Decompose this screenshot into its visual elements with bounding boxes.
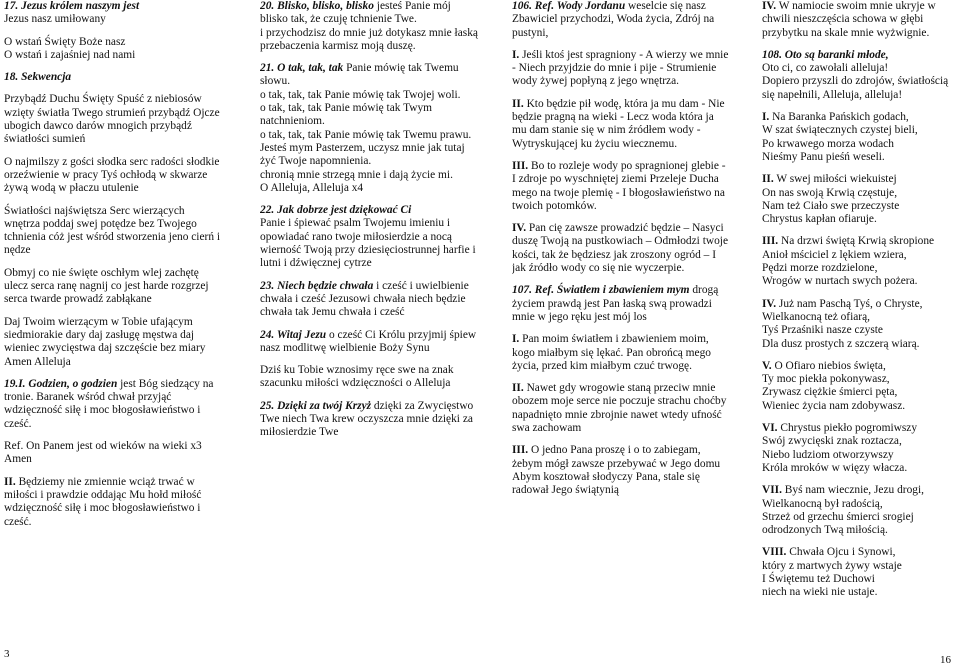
col3-paragraph: III. Bo to rozleje wody po spragnionej glebie - I zdroje po wyschniętej ziemi Przeleje Ducha mego na twoje plemię - I błogosławieństwo na twoich potomków.	[512, 159, 726, 212]
col4-paragraph: V. O Ofiaro niebios święta, Ty moc piekła pokonywasz, Zrywasz ciężkie śmierci pęta, Wieniec życia nam zdobywasz.	[762, 359, 906, 412]
col3-paragraph: I. Jeśli ktoś jest spragniony - A wierzy we mnie - Niech przyjdzie do mnie i pije - Strumienie wody żywej popłyną z jego wnętrza.	[512, 48, 729, 88]
col3-paragraph: 107. Ref. Światłem i zbawieniem mym drogą życiem prawdą jest Pan łaską swą prowadzi mnie w jego ręku jest mój los	[512, 284, 719, 323]
col2-paragraph: 22. Jak dobrze jest dziękować Ci Panie i śpiewać psalm Twojemu imieniu i opowiadać rano twoje miłosierdzie a nocą wierność Twoją przy dziesięciostrunnej harfie i lutni i dźwięcznej cytrze	[260, 204, 476, 270]
col3-paragraph: II. Nawet gdy wrogowie staną przeciw mnie obozem moje serce nie poczuje strachu choćby napadnięto mnie zbrojnie nawet wtedy ufność swa zachowam	[512, 382, 727, 435]
col1-paragraph: Światłości najświętsza Serc wierzących wnętrza poddaj swej potędze bez Twojego tchnienia cóż jest wśród stworzenia jeno cierń i nędze	[4, 204, 221, 257]
col2-paragraph: 23. Niech będzie chwała i cześć i uwielbienie chwała i cześć Jezusowi chwała niech będzie chwała tak Jemu chwała i cześć	[260, 279, 469, 319]
page-number-right: 16	[940, 654, 951, 666]
col4-paragraph: III. Na drzwi świętą Krwią skropione Anioł mściciel z lękiem wziera, Pędzi morze rozdzielone, Wrogów w nurtach swych pożera.	[762, 235, 935, 288]
col2-paragraph: 24. Witaj Jezu o cześć Ci Królu przyjmij śpiew nasz modlitwę wielbienie Boży Synu	[260, 328, 477, 354]
col4-paragraph: I. Na Baranka Pańskich godach, W szat świątecznych czystej bieli, Po krwawego morza wodach Nieśmy Panu pieśń weseli.	[762, 111, 918, 163]
col1-paragraph: Ref. On Panem jest od wieków na wieki x3 Amen	[4, 440, 202, 466]
column-1	[4, 0, 222, 667]
col3-paragraph: III. O jedno Pana proszę i o to zabiegam, żebym mógł zawsze przebywać w Jego domu Abym kosztował słodyczy Pana, stale się radował Jego świątynią	[512, 444, 721, 497]
col4-paragraph: VI. Chrystus piekło pogromiwszy Swój zwycięski znak roztacza, Niebo ludziom otworzywszy Króla mroków w więzy włacza.	[762, 422, 918, 474]
col4-paragraph: VII. Byś nam wiecznie, Jezu drogi, Wielkanocną był radością, Strzeż od grzechu śmierci srogiej odrodzonych Twą miłością.	[762, 484, 924, 537]
col4-paragraph: VIII. Chwała Ojcu i Synowi, który z martwych żywy wstaje I Świętemu też Duchowi niech na wieki nie ustaje.	[762, 546, 902, 599]
col3-paragraph: 106. Ref. Wody Jordanu weselcie się nasz Zbawiciel przychodzi, Woda życia, Zdrój na pustyni,	[512, 0, 715, 39]
page-number-left: 3	[4, 648, 10, 660]
col2-paragraph: 25. Dzięki za twój Krzyż dzięki za Zwycięstwo Twe niech Twa krew oczyszcza mnie dzięki za miłosierdzie Twe	[260, 399, 474, 439]
col1-paragraph: 19.I. Godzien, o godzien jest Bóg siedzący na tronie. Baranek wśród chwał przyjąć wdzięczność siłę i moc błogosławieństwo i cześć.	[4, 377, 214, 430]
col1-paragraph: II. Będziemy nie zmiennie wciąż trwać w miłości i prawdzie oddając Mu hołd miłość wdzięczność siłę i moc błogosławieństwo i cześć.	[4, 475, 202, 528]
col4-paragraph: IV. Już nam Paschą Tyś, o Chryste, Wielkanocną też ofiarą, Tyś Przaśniki nasze czyste Dla dusz prostych z szczerą wiarą.	[762, 297, 923, 350]
col4-paragraph: 108. Oto są baranki młode, Oto ci, co zawołali alleluja! Dopiero przyszli do zdrojów, światłością się napełnili, Alleluja, alleluja!	[762, 48, 949, 101]
col1-paragraph: Daj Twoim wierzącym w Tobie ufającym siedmiorakie dary daj zasługę męstwa daj wieniec zwycięstwa daj szczęście bez miary Amen Alleluja	[4, 315, 206, 368]
col1-paragraph: O najmilszy z gości słodka serc radości słodkie orzeźwienie w pracy Tyś ochłodą w skwarze żywą wodą w płaczu utulenie	[4, 155, 220, 195]
col2-paragraph: Dziś ku Tobie wznosimy ręce swe na znak szacunku miłości wdzięczności o Alleluja	[260, 364, 454, 390]
col2-paragraph: 20. Blisko, blisko, blisko jesteś Panie mój blisko tak, że czuję tchnienie Twe. i przychodzisz do mnie już dotykasz mnie łaską przebaczenia karmisz moją duszę.	[260, 0, 478, 52]
column-3	[512, 0, 730, 667]
col1-paragraph: 17. Jezus królem naszym jest Jezus nasz umiłowany	[4, 0, 140, 26]
col1-paragraph: Obmyj co nie święte oschłym wlej zachętę ulecz serca ranę nagnij co jest harde rozgrzej serca twarde prowadź zabłąkane	[4, 266, 209, 306]
col3-paragraph: IV. Pan cię zawsze prowadzić będzie – Nasyci duszę Twoją na pustkowiach – Odmłodzi twoje kości, tak że będziesz jak zroszony ogród – I jak źródło wody co się nie wyczerpie.	[512, 222, 729, 275]
col1-paragraph: 18. Sekwencja	[4, 71, 72, 84]
col1-paragraph: O wstań Święty Boże nasz O wstań i zajaśniej nad nami	[4, 35, 136, 61]
col2-paragraph: 21. O tak, tak, tak Panie mówię tak Twemu słowu. o tak, tak, tak Panie mówię tak Twojej woli. o tak, tak, tak Panie mówię tak Twym natchnieniom. o tak, tak, tak Panie mówię tak Twemu prawu. Jesteś mym Pasterzem, uczysz mnie jak tutaj żyć Twoje napomnienia. chronią mnie strzegą mnie i dają życie mi. O Alleluja, Alleluja x4	[260, 62, 472, 194]
col4-paragraph: II. W swej miłości wiekuistej On nas swoją Krwią częstuje, Nam też Ciało swe przeczyste Chrystus kapłan ofiaruje.	[762, 173, 900, 226]
col4-paragraph: IV. W namiocie swoim mnie ukryje w chwili nieszczęścia schowa w głębi przybytku na skale mnie wyżwignie.	[762, 0, 936, 39]
col3-paragraph: I. Pan moim światłem i zbawieniem moim, kogo miałbym się lękać. Pan obrońcą mego życia, przed kim miałbym czuć trwogę.	[512, 333, 711, 372]
column-2	[260, 0, 480, 667]
col3-paragraph: II. Kto będzie pił wodę, która ja mu dam - Nie będzie pragną na wieki - Lecz woda która ja mu dam stanie się w nim źródłem wody - Wytryskującej ku życiu wiecznemu.	[512, 97, 725, 150]
column-4	[762, 0, 958, 667]
col1-paragraph: Przybądź Duchu Święty Spuść z niebiosów wzięty światła Twego strumień przybądź Ojcze ubogich dawco darów mnogich przybądź światłości sumień	[4, 93, 220, 146]
